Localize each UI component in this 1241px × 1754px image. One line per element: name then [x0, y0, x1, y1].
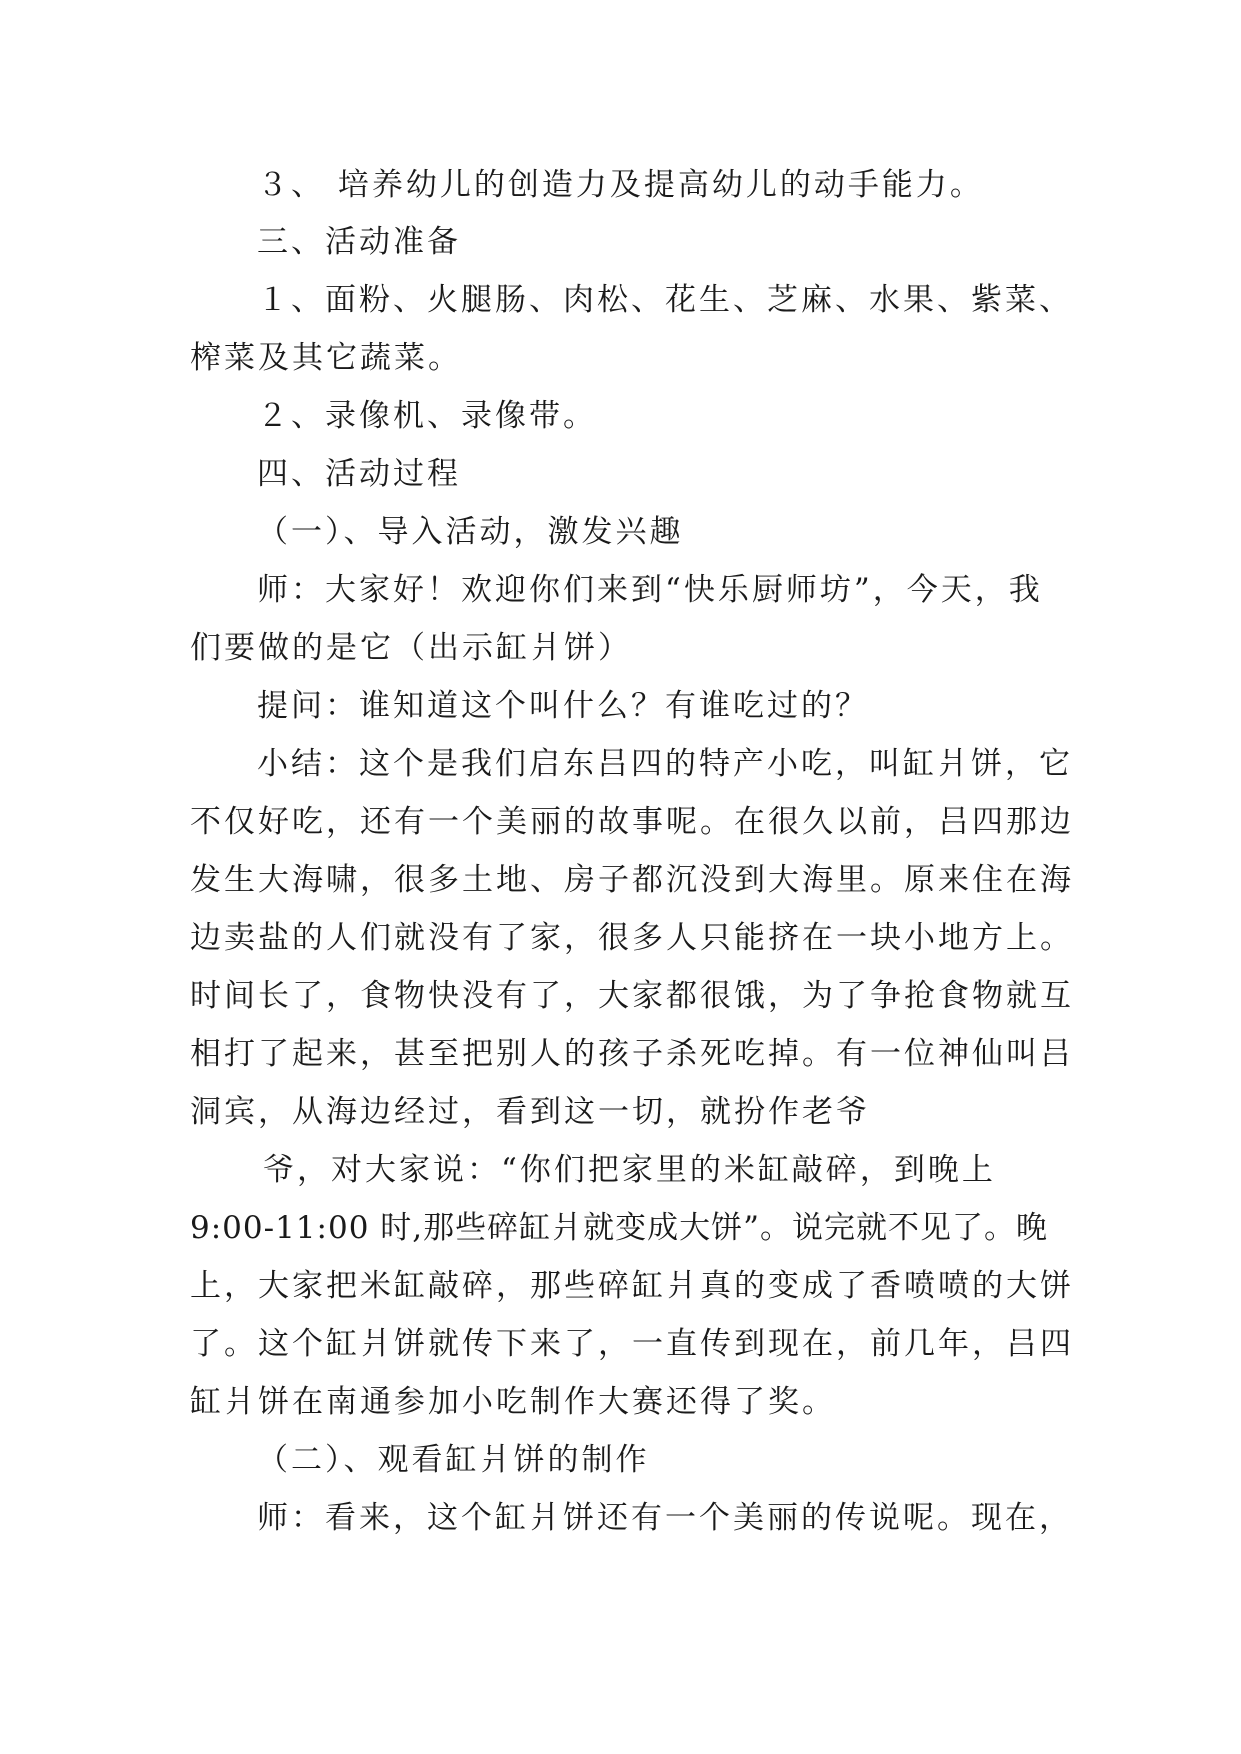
- text-line: 洞宾，从海边经过，看到这一切，就扮作老爷: [190, 1094, 870, 1130]
- text-line: 相打了起来，甚至把别人的孩子杀死吃掉。有一位神仙叫吕: [190, 1036, 1074, 1072]
- subsection-heading: （一）、导入活动，激发兴趣: [257, 514, 684, 550]
- text-line: 师：大家好！欢迎你们来到“快乐厨师坊”，今天，我: [257, 572, 1043, 608]
- text-line: 师：看来，这个缸爿饼还有一个美丽的传说呢。现在，: [257, 1500, 1073, 1536]
- text-line: 爷，对大家说：“你们把家里的米缸敲碎，到晚上: [263, 1152, 996, 1188]
- text-line: 时间长了，食物快没有了，大家都很饿，为了争抢食物就互: [190, 978, 1074, 1014]
- text-line: 9:00-11:00 时,那些碎缸爿就变成大饼”。说完就不见了。晚: [190, 1210, 1048, 1246]
- text-line: 了。这个缸爿饼就传下来了，一直传到现在，前几年，吕四: [190, 1326, 1074, 1362]
- subsection-heading: （二）、观看缸爿饼的制作: [257, 1442, 650, 1478]
- text-line: 上，大家把米缸敲碎，那些碎缸爿真的变成了香喷喷的大饼: [190, 1268, 1074, 1304]
- text-line: １、面粉、火腿肠、肉松、花生、芝麻、水果、紫菜、: [257, 282, 1073, 318]
- text-line: ３、 培养幼儿的创造力及提高幼儿的动手能力。: [257, 167, 984, 203]
- text-line: 提问：谁知道这个叫什么？有谁吃过的？: [257, 688, 869, 724]
- section-heading: 三、活动准备: [257, 224, 461, 260]
- text-line: 边卖盐的人们就没有了家，很多人只能挤在一块小地方上。: [190, 920, 1074, 956]
- section-heading: 四、活动过程: [257, 456, 461, 492]
- text-line: 们要做的是它（出示缸爿饼）: [190, 630, 632, 666]
- text-line: 缸爿饼在南通参加小吃制作大赛还得了奖。: [190, 1384, 836, 1420]
- text-line: 发生大海啸，很多土地、房子都沉没到大海里。原来住在海: [190, 862, 1074, 898]
- text-line: 榨菜及其它蔬菜。: [190, 340, 462, 376]
- text-line: 不仅好吃，还有一个美丽的故事呢。在很久以前，吕四那边: [190, 804, 1074, 840]
- text-line: 小结：这个是我们启东吕四的特产小吃，叫缸爿饼，它: [257, 746, 1073, 782]
- text-line: ２、录像机、录像带。: [257, 398, 597, 434]
